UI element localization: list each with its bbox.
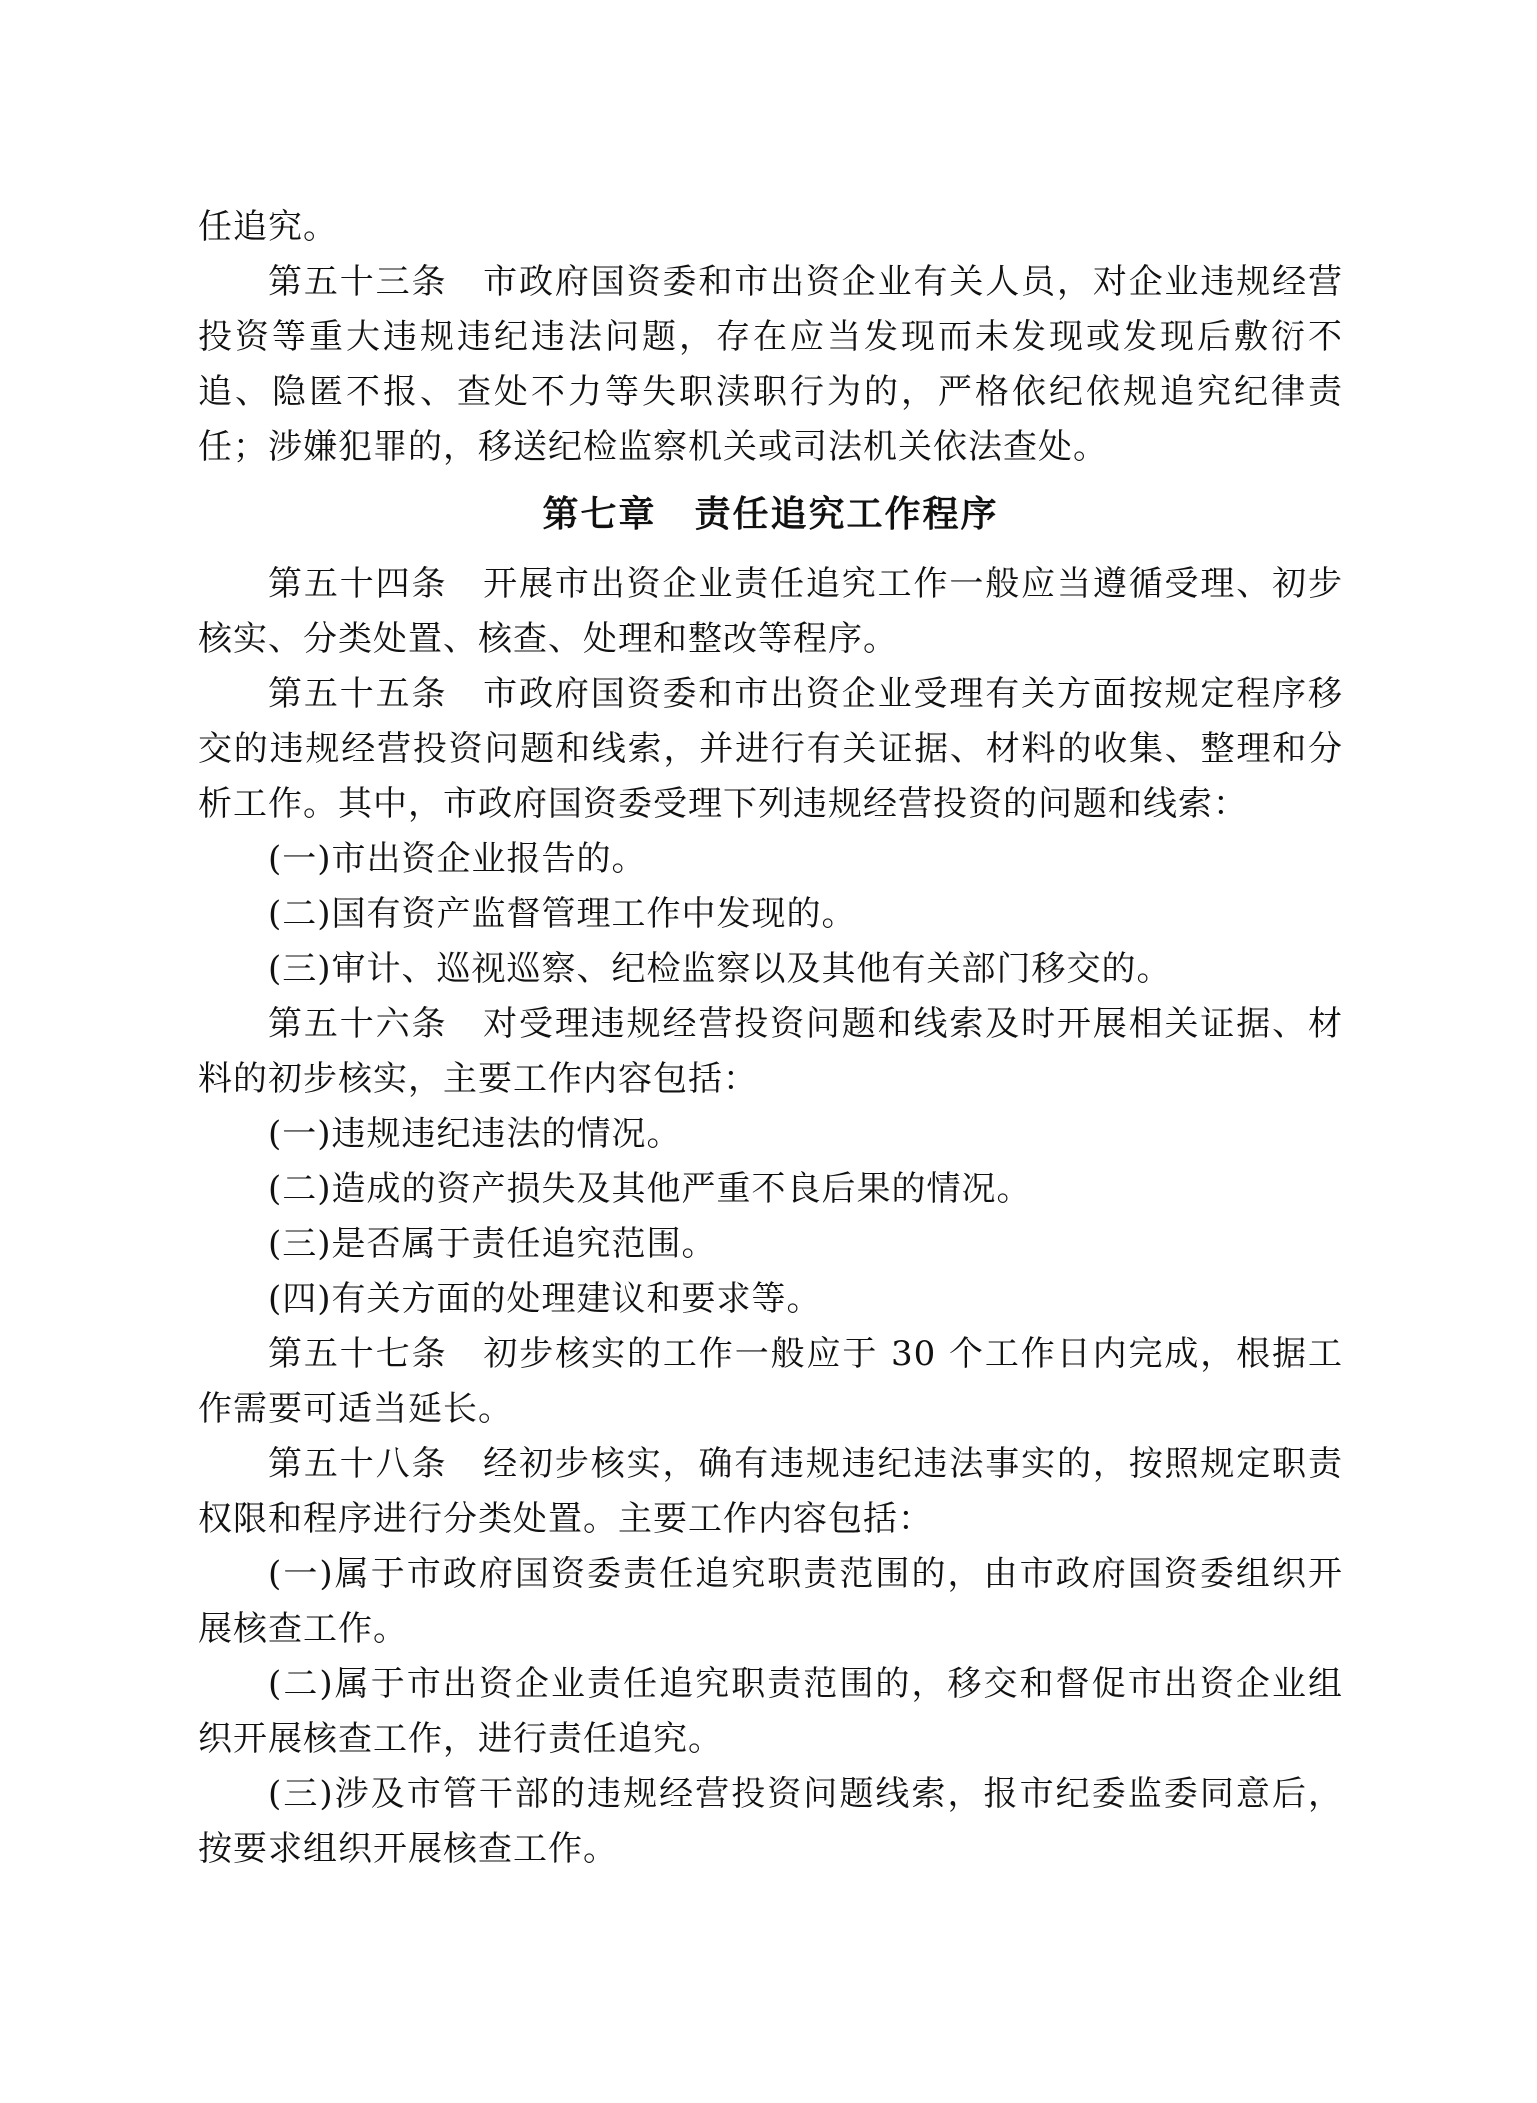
article-55: 第五十五条 市政府国资委和市出资企业受理有关方面按规定程序移交的违规经营投资问题和线索，并进行有关证据、材料的收集、整理和分析工作。其中，市政府国资委受理下列违规经营投资的问题和线索： <box>198 674 1343 824</box>
article-58-item-2: (二)属于市出资企业责任追究职责范围的，移交和督促市出资企业组织开展核查工作，进行责任追究。 <box>198 1664 1343 1759</box>
chapter-title: 第七章 责任追究工作程序 <box>542 494 999 535</box>
article-56: 第五十六条 对受理违规经营投资问题和线索及时开展相关证据、材料的初步核实，主要工作内容包括： <box>198 1004 1343 1099</box>
article-57: 第五十七条 初步核实的工作一般应于 30 个工作日内完成，根据工作需要可适当延长。 <box>198 1334 1343 1429</box>
page-content <box>198 200 1343 1877</box>
article-55-item-3: (三)审计、巡视巡察、纪检监察以及其他有关部门移交的。 <box>268 949 1172 989</box>
article-58-item-1: (一)属于市政府国资委责任追究职责范围的，由市政府国资委组织开展核查工作。 <box>198 1554 1343 1649</box>
article-54: 第五十四条 开展市出资企业责任追究工作一般应当遵循受理、初步核实、分类处置、核查、处理和整改等程序。 <box>198 564 1343 659</box>
paragraph-continuation: 任追究。 <box>198 207 338 247</box>
article-55-item-2: (二)国有资产监督管理工作中发现的。 <box>268 894 857 934</box>
article-55-item-1: (一)市出资企业报告的。 <box>268 839 647 879</box>
article-56-item-1: (一)违规违纪违法的情况。 <box>268 1114 682 1154</box>
article-58: 第五十八条 经初步核实，确有违规违纪违法事实的，按照规定职责权限和程序进行分类处置。主要工作内容包括： <box>198 1444 1343 1539</box>
article-56-item-3: (三)是否属于责任追究范围。 <box>268 1224 717 1264</box>
article-53: 第五十三条 市政府国资委和市出资企业有关人员，对企业违规经营投资等重大违规违纪违法问题，存在应当发现而未发现或发现后敷衍不追、隐匿不报、查处不力等失职渎职行为的，严格依纪依规追究纪律责任；涉嫌犯罪的，移送纪检监察机关或司法机关依法查处。 <box>198 262 1343 467</box>
article-58-item-3: (三)涉及市管干部的违规经营投资问题线索，报市纪委监委同意后，按要求组织开展核查工作。 <box>198 1774 1343 1869</box>
article-56-item-4: (四)有关方面的处理建议和要求等。 <box>268 1279 822 1319</box>
article-56-item-2: (二)造成的资产损失及其他严重不良后果的情况。 <box>268 1169 1032 1209</box>
